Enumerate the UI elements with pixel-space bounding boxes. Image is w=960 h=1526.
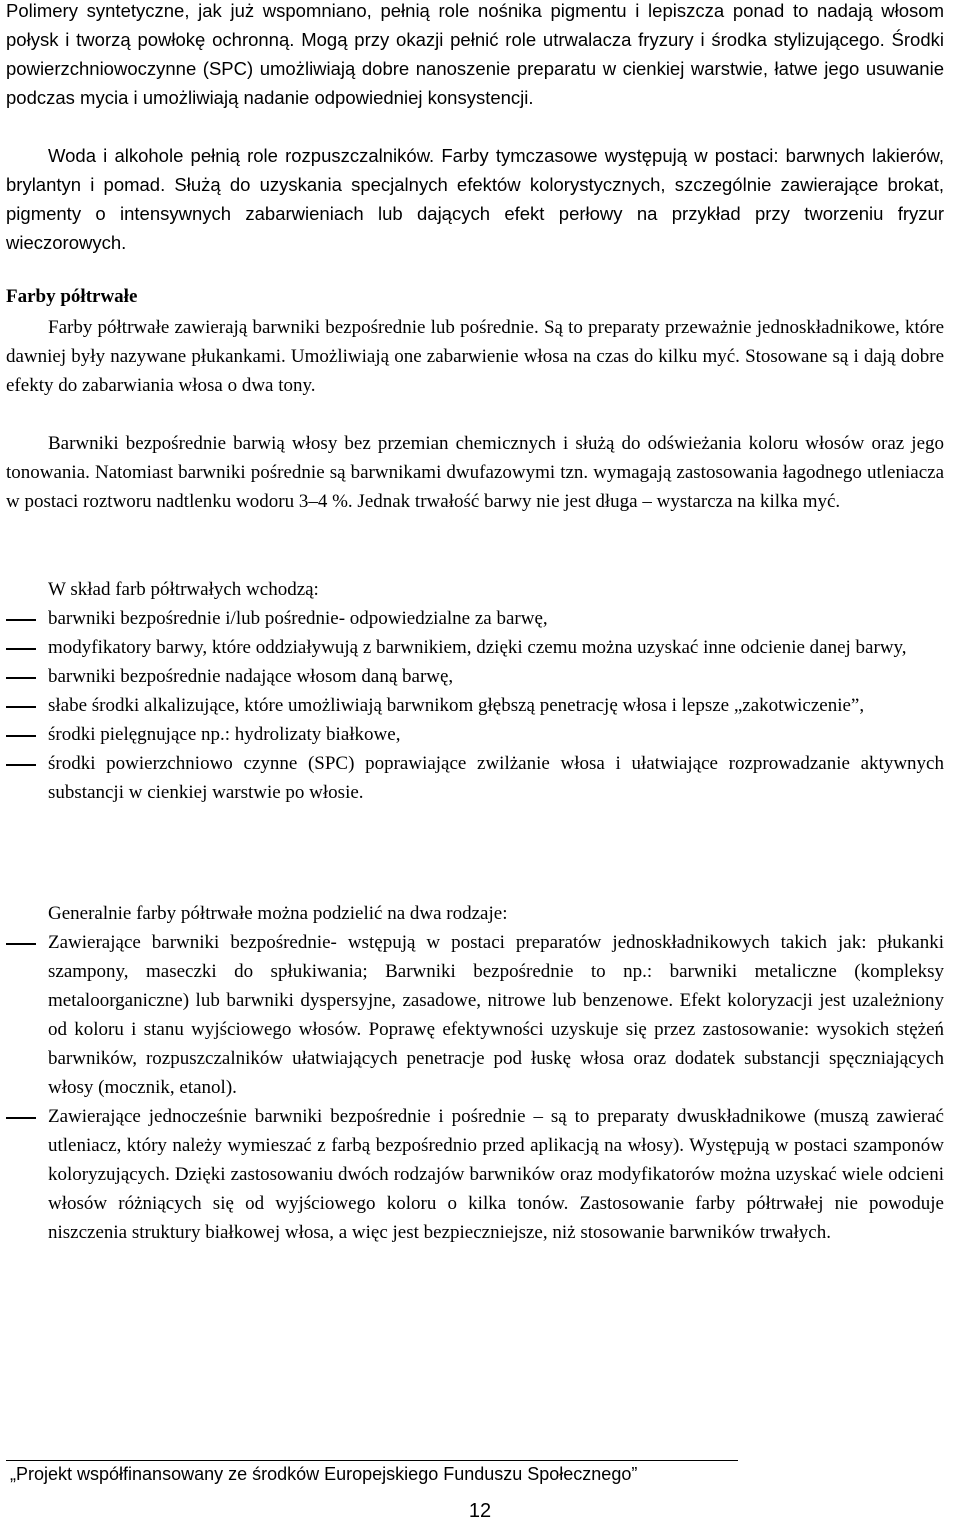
list-item: Zawierające barwniki bezpośrednie- wstępują w postaci preparatów jednoskładnikowych takich jak: płukanki szampony, maseczki do spłukiwania; Barwniki bezpośrednie to np.: barwniki metaliczne (kompleksy metaloorganiczne) lub barwniki dyspersyjne, zasadowe, nitrowe lub benzenowe. Efekt koloryzacji jest uzależniony od koloru i stanu wyjściowego włosów. Poprawę efektywności uzyskuje się przez zastosowanie: wysokich stężeń barwników, rozpuszczalników ułatwiających penetracje pod łuskę włosa oraz dodatek substancji spęczniających włosy (mocznik, etanol).	[6, 928, 944, 1102]
section-paragraph: Farby półtrwałe zawierają barwniki bezpośrednie lub pośrednie. Są to preparaty przeważnie jednoskładnikowe, które dawniej były nazywane płukankami. Umożliwiają one zabarwienie włosa na czas do kilku myć. Stosowane są i dają dobre efekty do zabarwiania włosa o dwa tony.	[6, 317, 944, 396]
list-item: środki pielęgnujące np.: hydrolizaty białkowe,	[6, 720, 944, 749]
dash-bullet-icon	[6, 706, 36, 708]
composition-intro: W skład farb półtrwałych wchodzą:	[48, 579, 319, 600]
solvents-paragraph: Woda i alkohole pełnią role rozpuszczalników. Farby tymczasowe występują w postaci: barwnych lakierów, brylantyn i pomad. Służą do uzyskania specjalnych efektów kolorystycznych, szczególnie zawierające brokat, pigmenty o intensywnych zabarwieniach lub dających efekt perłowy na przykład przy tworzeniu fryzur wieczorowych.	[6, 145, 944, 253]
list-item: modyfikatory barwy, które oddziaływują z barwnikiem, dzięki czemu można uzyskać inne odcienie danej barwy,	[6, 633, 944, 662]
list-item: Zawierające jednocześnie barwniki bezpośrednie i pośrednie – są to preparaty dwuskładnikowe (muszą zawierać utleniacz, który należy wymieszać z farbą bezpośrednio przed aplikacją na włosy). Występują w postaci szamponów koloryzujących. Dzięki zastosowaniu dwóch rodzajów barwników oraz modyfikatorów można uzyskać wiele odcieni włosów różniących się od wyjściowego koloru o kilka tonów. Zastosowanie farby półtrwałej nie powoduje niszczenia struktury białkowej włosa, a więc jest bezpieczniejsze, niż stosowanie barwników trwałych.	[6, 1102, 944, 1247]
footer-text: „Projekt współfinansowany ze środków Europejskiego Funduszu Społecznego”	[10, 1464, 638, 1484]
dash-bullet-icon	[6, 619, 36, 621]
footer-divider	[6, 1460, 738, 1461]
dash-bullet-icon	[6, 764, 36, 766]
dash-bullet-icon	[6, 677, 36, 679]
list-item: środki powierzchniowo czynne (SPC) poprawiające zwilżanie włosa i ułatwiające rozprowadzanie aktywnych substancji w cienkiej warstwie po włosie.	[6, 749, 944, 807]
types-intro: Generalnie farby półtrwałe można podzielić na dwa rodzaje:	[48, 903, 508, 924]
dash-bullet-icon	[6, 735, 36, 737]
intro-paragraph: Polimery syntetyczne, jak już wspomniano, pełnią role nośnika pigmentu i lepiszcza ponad to nadają włosom połysk i tworzą powłokę ochronną. Mogą przy okazji pełnić role utrwalacza fryzury i środka stylizującego. Środki powierzchniowoczynne (SPC) umożliwiają dobre nanoszenie preparatu w cienkiej warstwie, łatwe jego usuwanie podczas mycia i umożliwiają nadanie odpowiedniej konsystencji.	[6, 0, 944, 108]
section-heading: Farby półtrwałe	[6, 286, 138, 307]
dash-bullet-icon	[6, 648, 36, 650]
dash-bullet-icon	[6, 1117, 36, 1119]
composition-list	[6, 604, 944, 807]
section-paragraph: Barwniki bezpośrednie barwią włosy bez przemian chemicznych i służą do odświeżania koloru włosów oraz jego tonowania. Natomiast barwniki pośrednie są barwnikami dwufazowymi tzn. wymagają zastosowania łagodnego utleniacza w postaci roztworu nadtlenku wodoru 3–4 %. Jednak trwałość barwy nie jest długa – wystarcza na kilka myć.	[6, 433, 944, 512]
dash-bullet-icon	[6, 943, 36, 945]
list-item: barwniki bezpośrednie i/lub pośrednie- odpowiedzialne za barwę,	[6, 604, 944, 633]
list-item: słabe środki alkalizujące, które umożliwiają barwnikom głębszą penetrację włosa i lepsze „zakotwiczenie”,	[6, 691, 944, 720]
page-number: 12	[468, 1500, 492, 1522]
list-item: barwniki bezpośrednie nadające włosom daną barwę,	[6, 662, 944, 691]
types-list	[6, 928, 944, 1247]
